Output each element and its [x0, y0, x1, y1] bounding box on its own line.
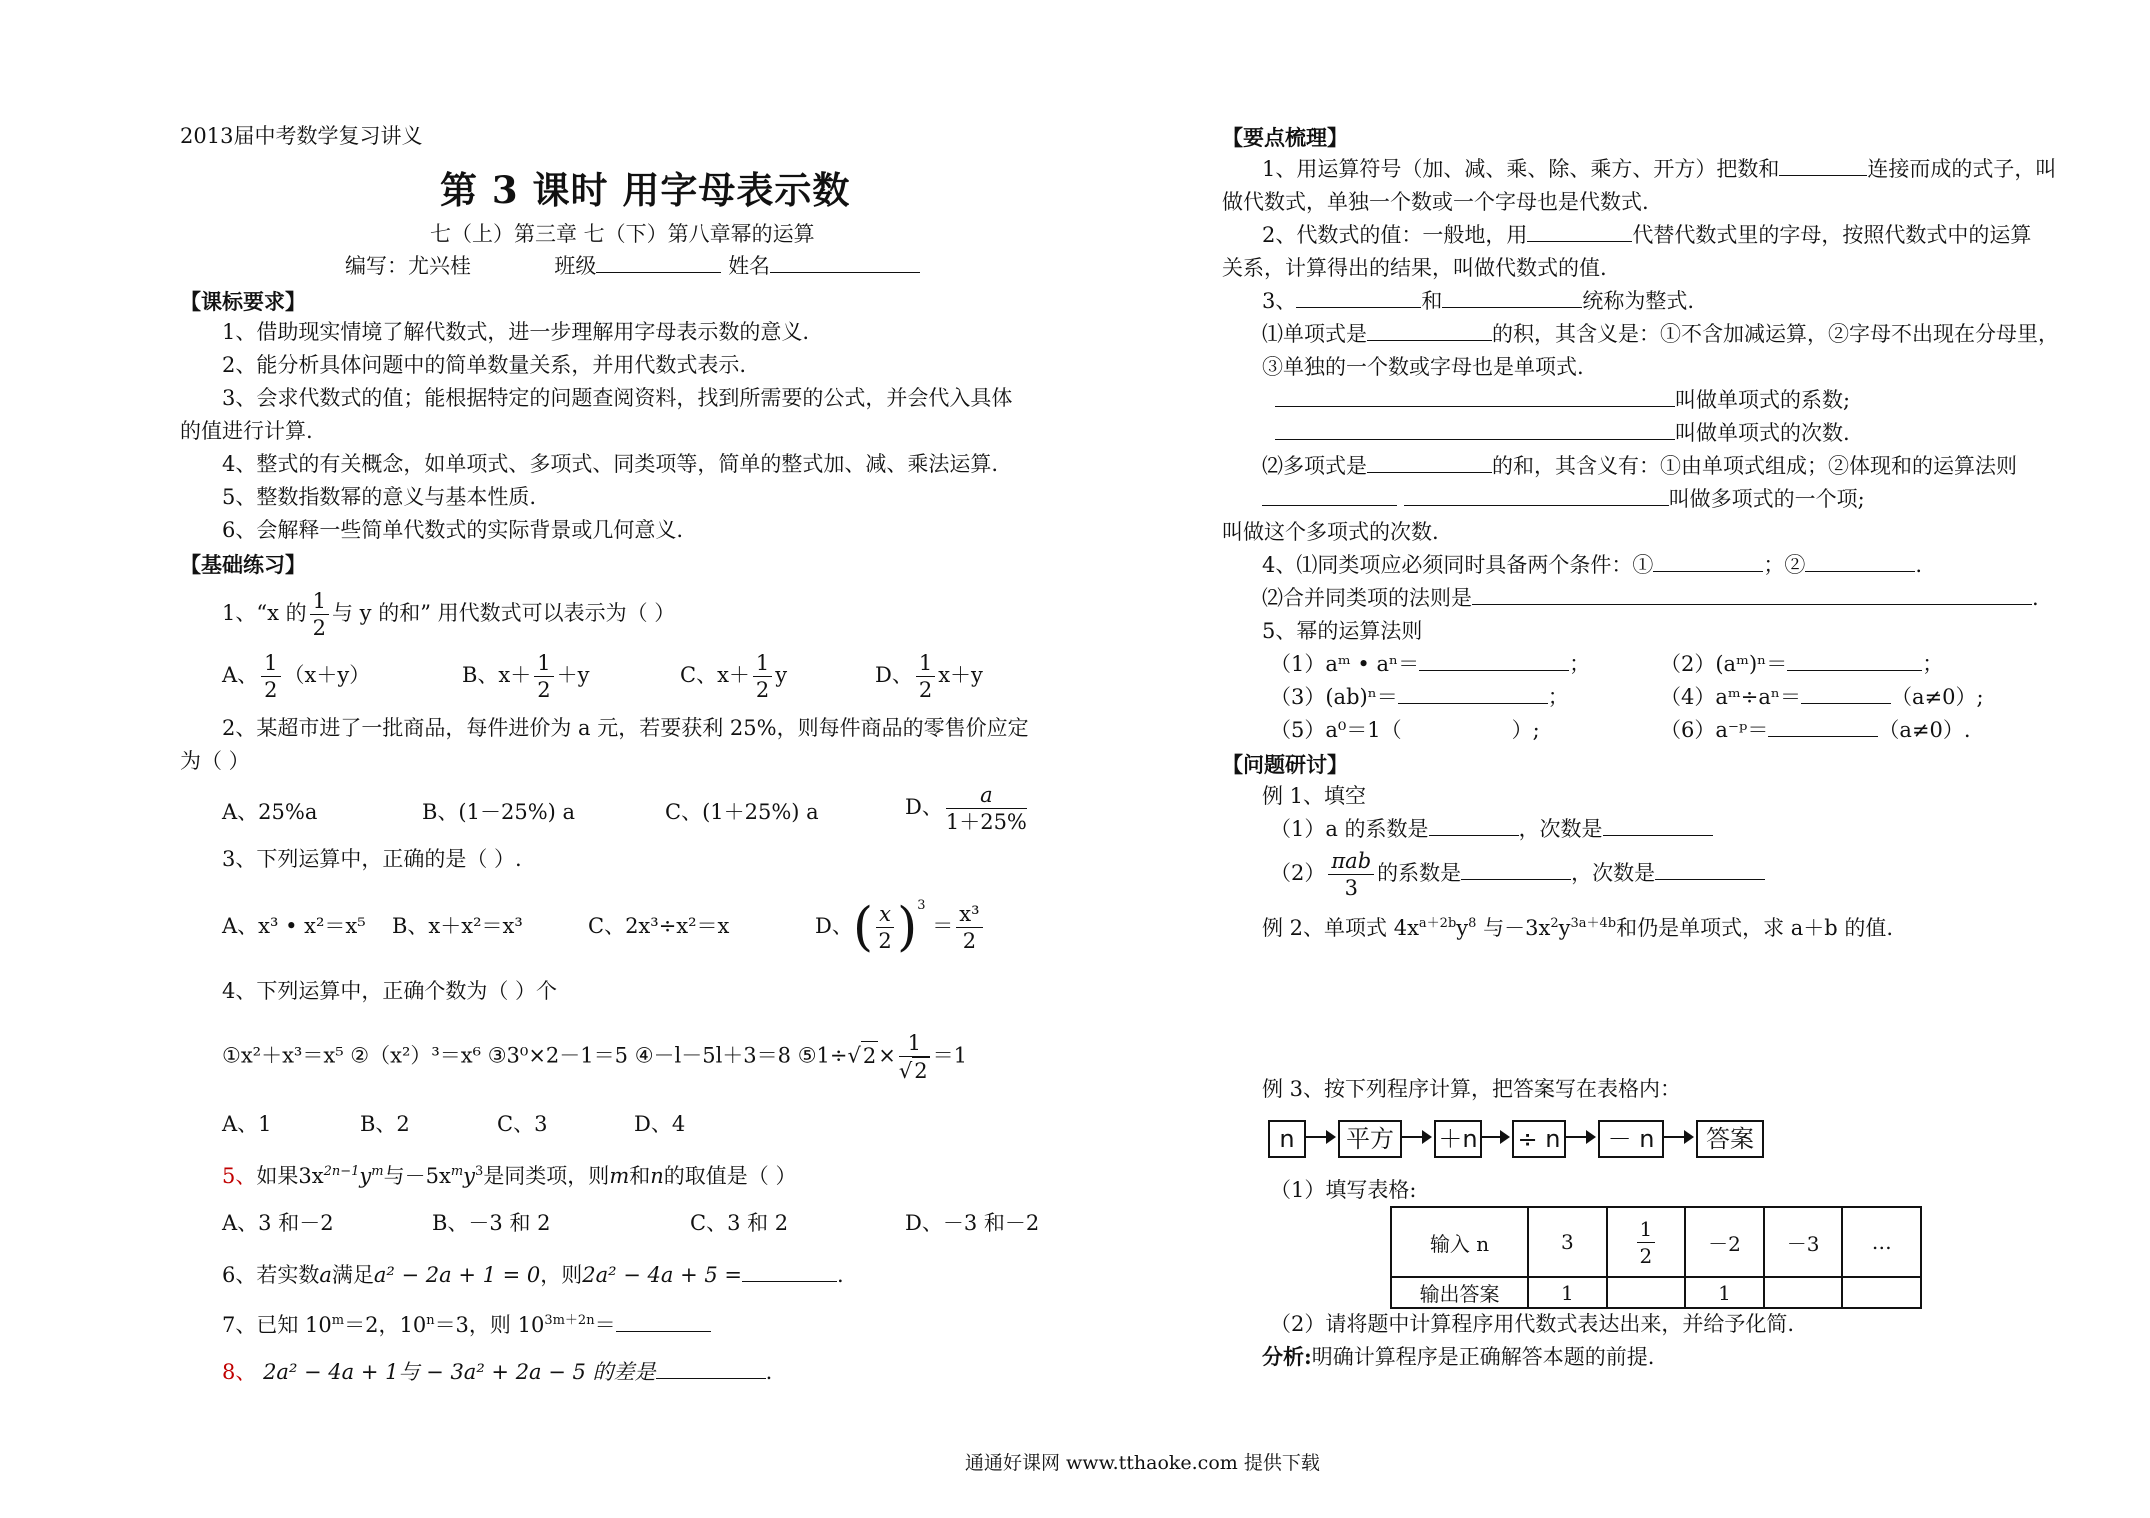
author: 编写：尤兴桂 — [345, 254, 471, 278]
rule-6: （6）a⁻ᵖ＝ （a≠0）. — [1660, 718, 1971, 742]
flow-step-minus-n: － n — [1598, 1120, 1664, 1158]
q1-option-c[interactable]: C、x＋ $\frac{1}{2}$ y — [680, 651, 788, 702]
table-cell: … — [1842, 1207, 1921, 1277]
rule-2: （2）(aᵐ)ⁿ＝ ； — [1660, 652, 1944, 676]
rule-3-blank[interactable] — [1398, 683, 1548, 704]
q4-items: ①x²＋x³＝x⁵ ②（x²）³＝x⁶ ③3⁰×2－1＝5 ④－l－5l＋3＝8 ⑤1÷√2× $\frac{1}{√2}$ ＝1 — [222, 1031, 968, 1083]
p3d-blank[interactable] — [1367, 452, 1492, 473]
req-2: 2、能分析具体问题中的简单数量关系，并用代数式表示. — [222, 353, 747, 377]
question-3: 3、下列运算中，正确的是（ ）. — [222, 847, 522, 871]
point-3d-end: 叫做这个多项式的次数. — [1222, 520, 1439, 544]
flow-arrow-1 — [1306, 1136, 1334, 1138]
rule-6-blank[interactable] — [1768, 716, 1878, 737]
ex1b-blank-2[interactable] — [1655, 859, 1765, 880]
q6-answer-blank[interactable] — [742, 1261, 837, 1282]
question-4: 4、下列运算中，正确个数为（ ）个 — [222, 979, 558, 1003]
example-3: 例 3、按下列程序计算，把答案写在表格内： — [1262, 1077, 1682, 1101]
q5-option-c[interactable]: C、3 和 2 — [690, 1211, 789, 1235]
table-label-input: 输入 n — [1391, 1207, 1528, 1277]
q5-option-d[interactable]: D、－3 和－2 — [905, 1211, 1040, 1235]
point-4: 4、⑴同类项应必须同时具备两个条件：① ；② . — [1262, 553, 1923, 577]
question-1: 1、“x 的 $\frac{1}{2}$ 与 y 的和” 用代数式可以表示为（ ） — [222, 589, 676, 640]
point-3d-cont: 叫做多项式的一个项; — [1262, 485, 1865, 513]
doc-header: 2013届中考数学复习讲义 — [180, 124, 423, 148]
p4-blank-2[interactable] — [1805, 551, 1915, 572]
q3-option-c[interactable]: C、2x³÷x²＝x — [588, 914, 730, 938]
point-1-cont: 做代数式，单独一个数或一个字母也是代数式. — [1222, 190, 1649, 214]
p3c-blank[interactable] — [1275, 419, 1675, 440]
p3d-blank-3[interactable] — [1404, 485, 1669, 506]
name-label: 姓名 — [728, 254, 771, 278]
q2-option-a[interactable]: A、25%a — [222, 800, 318, 824]
example-2: 例 2、单项式 $4x^{a+2b}y^8$ 与$-3x^2y^{3a+4b}$和仍是单项式，求 a＋b 的值. — [1262, 916, 1894, 940]
table-label-output: 输出答案 — [1391, 1277, 1528, 1308]
question-2: 2、某超市进了一批商品，每件进价为 a 元，若要获利 25%，则每件商品的零售价应定 — [222, 716, 1029, 740]
point-3c: 叫做单项式的次数. — [1275, 419, 1850, 447]
fraction-half: $\frac{1}{2}$ — [310, 588, 329, 641]
rule-3: （3）(ab)ⁿ＝ ； — [1270, 685, 1569, 709]
q1-option-b[interactable]: B、x＋ $\frac{1}{2}$ ＋y — [462, 651, 590, 702]
p3b-blank[interactable] — [1275, 386, 1675, 407]
example-1a: （1）a 的系数是 ，次数是 — [1270, 815, 1713, 843]
p3-blank-1[interactable] — [1296, 287, 1421, 308]
q5-option-a[interactable]: A、3 和－2 — [222, 1211, 334, 1235]
answer-table — [1390, 1206, 1922, 1309]
table-cell: －2 — [1685, 1207, 1764, 1277]
q1-option-d[interactable]: D、 $\frac{1}{2}$ x＋y — [875, 651, 983, 702]
section-requirements: 【课标要求】 — [180, 289, 306, 314]
req-3: 3、会求代数式的值；能根据特定的问题查阅资料，找到所需要的公式，并会代入具体 — [222, 386, 1013, 410]
lesson-title: 第 3 课时 用字母表示数 — [440, 168, 851, 212]
flow-step-answer: 答案 — [1696, 1120, 1764, 1158]
q4-option-c[interactable]: C、3 — [497, 1112, 548, 1136]
point-3b: 叫做单项式的系数; — [1275, 386, 1850, 414]
point-2: 2、代数式的值：一般地，用 代替代数式里的字母，按照代数式中的运算 — [1262, 223, 2032, 247]
point-1: 1、用运算符号（加、减、乘、除、乘方、开方）把数和 连接而成的式子，叫 — [1262, 157, 2057, 181]
name-blank[interactable] — [770, 252, 920, 273]
rule-1-blank[interactable] — [1419, 650, 1569, 671]
table-row-input — [1391, 1207, 1921, 1277]
flow-step-divide-n: ÷ n — [1512, 1120, 1566, 1158]
question-6: 6、若实数a满足a² − 2a + 1 = 0，则2a² − 4a + 5 = . — [222, 1263, 844, 1287]
table-cell[interactable] — [1607, 1277, 1686, 1308]
p4-blank-1[interactable] — [1653, 551, 1763, 572]
rule-2-blank[interactable] — [1787, 650, 1922, 671]
p2-blank[interactable] — [1527, 221, 1632, 242]
author-line — [345, 252, 920, 280]
analysis: 分析:明确计算程序是正确解答本题的前提. — [1262, 1344, 1655, 1369]
point-3a-cont: ③单独的一个数或字母也是单项式. — [1262, 355, 1584, 379]
question-2-cont: 为（ ） — [180, 749, 250, 773]
example-1b: （2） $\frac{\text{πab}}{3}$ 的系数是 ，次数是 — [1270, 848, 1765, 901]
table-cell[interactable]: 1 — [1528, 1277, 1606, 1308]
flow-arrow-3 — [1482, 1136, 1508, 1138]
q7-answer-blank[interactable] — [616, 1311, 711, 1332]
section-key-points: 【要点梳理】 — [1222, 125, 1348, 150]
table-row-output — [1391, 1277, 1921, 1308]
point-5: 5、幂的运算法则 — [1262, 619, 1423, 643]
point-4b: ⑵合并同类项的法则是 . — [1262, 586, 2039, 610]
req-5: 5、整数指数幂的意义与基本性质. — [222, 485, 537, 509]
q3-option-d[interactable]: D、( $\frac{x}{2}$ )$^3$ ＝ $\frac{\text{x³}}{2}$ — [815, 892, 986, 954]
rule-5: （5）a⁰＝1（ ）; — [1270, 718, 1540, 742]
flow-step-plus-n: ＋n — [1434, 1120, 1482, 1158]
point-3: 3、 和 统称为整式. — [1262, 289, 1695, 313]
q3-option-b[interactable]: B、x＋x²＝x³ — [392, 914, 523, 938]
p3d-blank-2[interactable] — [1262, 485, 1397, 506]
ex1b-blank-1[interactable] — [1461, 859, 1571, 880]
question-7: 7、已知 $10^m=2$，$10^n=3$，则 $10^{3m+2n}=$ — [222, 1307, 711, 1339]
rule-4: （4）aᵐ÷aⁿ＝ （a≠0）; — [1660, 685, 1984, 709]
rule-4-blank[interactable] — [1801, 683, 1891, 704]
q3-option-a[interactable]: A、x³ • x²＝x⁵ — [222, 914, 366, 938]
q4-option-b[interactable]: B、2 — [360, 1112, 410, 1136]
req-1: 1、借助现实情境了解代数式，进一步理解用字母表示数的意义. — [222, 320, 810, 344]
section-practice: 【基础练习】 — [180, 552, 306, 577]
class-blank[interactable] — [596, 252, 721, 273]
fill-table-label: （1）填写表格: — [1270, 1178, 1417, 1202]
class-label: 班级 — [554, 254, 597, 278]
example-1: 例 1、填空 — [1262, 784, 1367, 808]
point-3d: ⑵多项式是 的和，其含义有：①由单项式组成；②体现和的运算法则 — [1262, 454, 2017, 478]
req-6: 6、会解释一些简单代数式的实际背景或几何意义. — [222, 518, 684, 542]
point-2-cont: 关系，计算得出的结果，叫做代数式的值. — [1222, 256, 1607, 280]
q4-option-a[interactable]: A、1 — [222, 1112, 272, 1136]
subtitle: 七（上）第三章 七（下）第八章幂的运算 — [430, 222, 815, 246]
flow-step-square: 平方 — [1338, 1120, 1402, 1158]
question-8: 8、 2a² − 4a + 1与 − 3a² + 2a − 5 的差是 . — [222, 1360, 773, 1384]
p3-blank-2[interactable] — [1442, 287, 1582, 308]
question-2b: （2）请将题中计算程序用代数式表达出来，并给予化简. — [1270, 1312, 1795, 1336]
p1-blank[interactable] — [1779, 155, 1867, 176]
q2-option-c[interactable]: C、(1＋25%) a — [665, 800, 819, 824]
q2-option-b[interactable]: B、(1－25%) a — [422, 800, 576, 824]
q2-option-d[interactable]: D、 $\frac{a}{1+25\%}$ — [905, 783, 1027, 834]
section-discussion: 【问题研讨】 — [1222, 752, 1348, 777]
table-cell-half: $\frac{1}{2}$ — [1607, 1207, 1686, 1277]
flow-arrow-4 — [1566, 1136, 1594, 1138]
q1-option-a[interactable]: A、 $\frac{1}{2}$ （x＋y） — [222, 651, 371, 702]
ex1a-blank-2[interactable] — [1603, 815, 1713, 836]
table-cell[interactable] — [1842, 1277, 1921, 1308]
flow-arrow-5 — [1664, 1136, 1692, 1138]
ex1a-blank-1[interactable] — [1429, 815, 1519, 836]
req-3-cont: 的值进行计算. — [180, 419, 313, 443]
table-cell[interactable]: 1 — [1685, 1277, 1764, 1308]
q5-option-b[interactable]: B、－3 和 2 — [432, 1211, 551, 1235]
table-cell[interactable] — [1764, 1277, 1843, 1308]
q4-option-d[interactable]: D、4 — [634, 1112, 686, 1136]
point-3a: ⑴单项式是 的积，其含义是：①不含加减运算，②字母不出现在分母里， — [1262, 322, 2059, 346]
p3a-blank[interactable] — [1367, 320, 1492, 341]
table-cell: －3 — [1764, 1207, 1843, 1277]
question-5: 5、如果$3x^{2n-1}y^m$与$-5x^my^3$是同类项，则m和n的取值是（ ） — [222, 1164, 797, 1188]
q8-answer-blank[interactable] — [656, 1358, 766, 1379]
footer: 通通好课网 www.tthaoke.com 提供下载 — [965, 1452, 1320, 1474]
p4b-blank[interactable] — [1472, 584, 2032, 605]
req-4: 4、整式的有关概念，如单项式、多项式、同类项等，简单的整式加、减、乘法运算. — [222, 452, 999, 476]
table-cell: 3 — [1528, 1207, 1606, 1277]
flow-arrow-2 — [1402, 1136, 1430, 1138]
rule-1: （1）aᵐ • aⁿ＝ ； — [1270, 652, 1591, 676]
flow-step-n: n — [1268, 1120, 1306, 1158]
flow-chart — [1268, 1120, 1808, 1160]
